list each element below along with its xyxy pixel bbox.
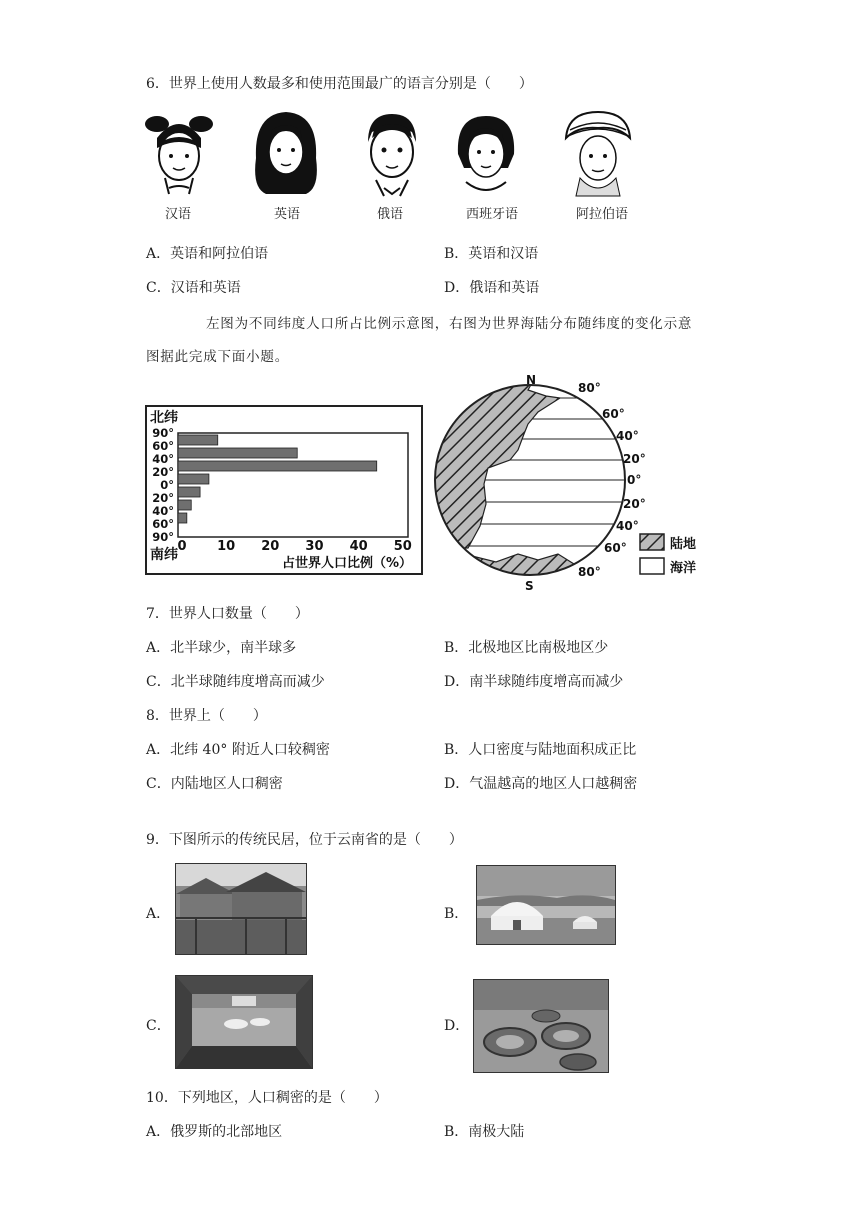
label-arabic: 阿拉伯语 [575,207,628,222]
lat-label-60s: 60° [604,541,627,555]
lat-tick-label: 40° [152,504,174,518]
q7-option-c[interactable]: C．北半球随纬度增高而减少 [146,674,325,690]
q7-option-d[interactable]: D．南半球随纬度增高而减少 [444,674,624,690]
q7-option-a[interactable]: A．北半球少，南半球多 [146,640,297,656]
q9-option-d-label[interactable]: D． [444,1018,470,1034]
q7-stem: 7．世界人口数量（ ） [146,606,309,622]
english-speaker-figure [250,108,322,202]
population-bar [178,435,218,445]
q8-option-b[interactable]: B．人口密度与陆地面积成正比 [444,742,637,758]
x-tick-label: 0 [177,539,187,554]
label-russian: 俄语 [376,207,403,222]
spanish-speaker-figure [450,108,522,202]
q6-option-a[interactable]: A．英语和阿拉伯语 [146,246,269,262]
lat-tick-label: 90° [152,426,174,440]
lat-label-20n: 20° [623,452,646,466]
lat-label-40n: 40° [616,429,639,443]
lat-tick-label: 20° [152,465,174,479]
x-tick-label: 10 [217,539,236,554]
x-tick-label: 50 [393,539,412,554]
chart-bottom-label: 南纬 [150,547,178,563]
land-area-south [468,554,578,592]
q9-stem: 9．下图所示的传统民居，位于云南省的是（ ） [146,832,463,848]
q6-option-d[interactable]: D．俄语和英语 [444,280,540,296]
label-english: 英语 [273,207,300,222]
chart-top-label: 北纬 [150,410,178,426]
legend-land-swatch [640,534,664,550]
legend-sea-label: 海洋 [670,561,697,576]
x-tick-label: 40 [349,539,368,554]
population-bar [178,500,191,510]
russian-speaker-figure [356,108,428,202]
population-latitude-chart [144,404,424,576]
lat-label-80s: 80° [578,565,601,579]
q9-option-a-label[interactable]: A． [146,906,171,922]
q8-option-d[interactable]: D．气温越高的地区人口越稠密 [444,776,638,792]
label-chinese: 汉语 [164,207,191,222]
intro-line-1: 左图为不同纬度人口所占比例示意图，右图为世界海陆分布随纬度的变化示意 [206,316,693,332]
arabic-speaker-figure [558,108,638,202]
q6-option-b[interactable]: B．英语和汉语 [444,246,539,262]
population-bar [178,448,297,458]
lat-tick-label: 60° [152,439,174,453]
q9-photo-wooden-house[interactable] [175,863,307,955]
x-tick-label: 20 [261,539,280,554]
q9-photo-yurt[interactable] [476,865,616,945]
population-bar [178,487,200,497]
label-spanish: 西班牙语 [465,207,518,222]
q8-stem: 8．世界上（ ） [146,708,267,724]
land-sea-diagram [428,372,728,594]
population-bar [178,513,187,523]
lat-tick-label: 20° [152,491,174,505]
chart-x-label: 占世界人口比例（%） [282,556,413,571]
q10-option-a[interactable]: A．俄罗斯的北部地区 [146,1124,283,1140]
q7-option-b[interactable]: B．北极地区比南极地区少 [444,640,609,656]
lat-label-60n: 60° [602,407,625,421]
lat-tick-label: 60° [152,517,174,531]
q10-stem: 10．下列地区，人口稠密的是（ ） [146,1090,388,1106]
chinese-speaker-figure [143,108,215,202]
q9-photo-courtyard[interactable] [175,975,313,1069]
legend-sea-swatch [640,558,664,574]
north-label: N [526,373,537,387]
q9-photo-tulou[interactable] [473,979,609,1073]
lat-label-20s: 20° [623,497,646,511]
lat-label-80n: 80° [578,381,601,395]
q10-option-b[interactable]: B．南极大陆 [444,1124,525,1140]
lat-label-0: 0° [627,473,642,487]
lat-tick-label: 90° [152,530,174,544]
q9-option-b-label[interactable]: B． [444,906,469,922]
intro-line-2: 图据此完成下面小题。 [146,349,289,365]
q6-option-c[interactable]: C．汉语和英语 [146,280,241,296]
q9-option-c-label[interactable]: C． [146,1018,171,1034]
south-label: S [525,579,534,593]
q8-option-c[interactable]: C．内陆地区人口稠密 [146,776,283,792]
lat-label-40s: 40° [616,519,639,533]
population-bar [178,474,209,484]
lat-tick-label: 40° [152,452,174,466]
x-tick-label: 30 [305,539,324,554]
population-bar [178,461,377,471]
legend-land-label: 陆地 [670,537,697,552]
q8-option-a[interactable]: A．北纬 40° 附近人口较稠密 [146,742,330,758]
q6-stem: 6．世界上使用人数最多和使用范围最广的语言分别是（ ） [146,76,533,92]
lat-tick-label: 0° [160,478,174,492]
